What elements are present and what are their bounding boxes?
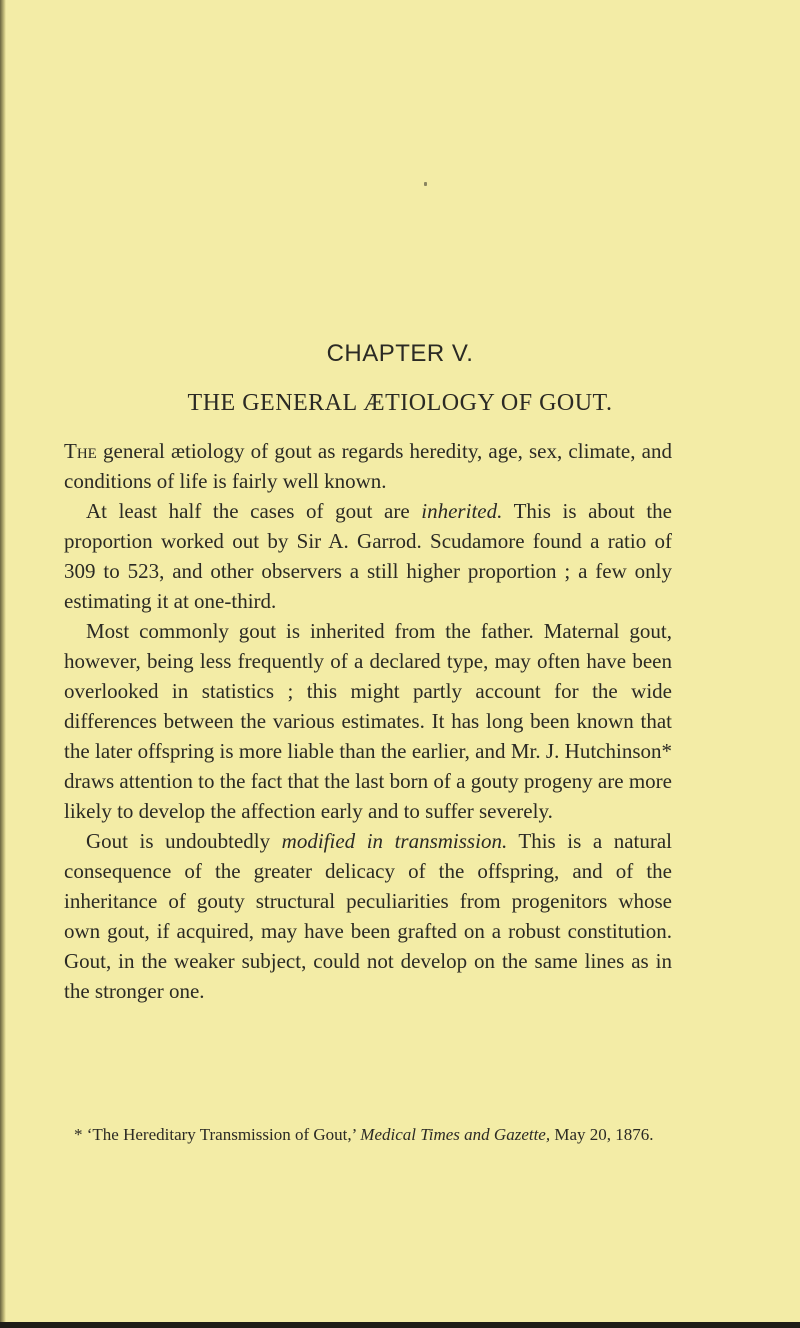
footnote-after: May 20, 1876. xyxy=(550,1125,654,1144)
footnote-italic: Medical Times and Gazette, xyxy=(360,1125,551,1144)
paragraph-2-italic: inherited. xyxy=(421,499,503,523)
page-edge-left xyxy=(0,0,6,1328)
page-edge-bottom xyxy=(0,1322,800,1328)
page-blemish xyxy=(424,182,427,186)
body-text xyxy=(64,436,672,1006)
paragraph-2-before: At least half the cases of gout are xyxy=(86,499,422,523)
chapter-title: THE GENERAL ÆTIOLOGY OF GOUT. xyxy=(187,390,613,416)
chapter-number: CHAPTER V. xyxy=(326,340,474,367)
paragraph-1-lead: The xyxy=(64,439,97,463)
footnote-before: * ‘The Hereditary Transmission of Gout,’ xyxy=(74,1125,361,1144)
paragraph-4-after: This is a natural consequence of the greater delicacy of the offspring, and of the inheritance of gouty structural peculiarities from progenitors whose own gout, if acquired, may have been grafted on a robust constitution. Gout, in the weaker subject, could not develop on the same lines as in the stronger one. xyxy=(64,829,672,1003)
paragraph-2 xyxy=(64,496,672,616)
paragraph-4-before: Gout is undoubtedly xyxy=(86,829,282,853)
paragraph-4 xyxy=(64,826,672,1006)
paragraph-1-text: general ætiology of gout as regards heredity, age, sex, climate, and conditions of life is fairly well known. xyxy=(64,439,672,493)
paragraph-3-text: Most commonly gout is inherited from the father. Maternal gout, however, being less frequently of a declared type, may often have been overlooked in statistics ; this might partly account for the wide differences between the various estimates. It has long been known that the later offspring is more liable than the earlier, and Mr. J. Hutchinson* draws attention to the fact that the last born of a gouty progeny are more likely to develop the affection early and to suffer severely. xyxy=(64,619,672,823)
paragraph-4-italic: modified in transmission. xyxy=(281,829,508,853)
paragraph-2-after: This is about the proportion worked out by Sir A. Garrod. Scudamore found a ratio of 309 to 523, and other observers a still higher proportion ; a few only estimating it at one-third. xyxy=(64,499,672,613)
footnote xyxy=(64,1124,672,1146)
paragraph-3 xyxy=(64,616,672,826)
paragraph-1 xyxy=(64,436,672,496)
